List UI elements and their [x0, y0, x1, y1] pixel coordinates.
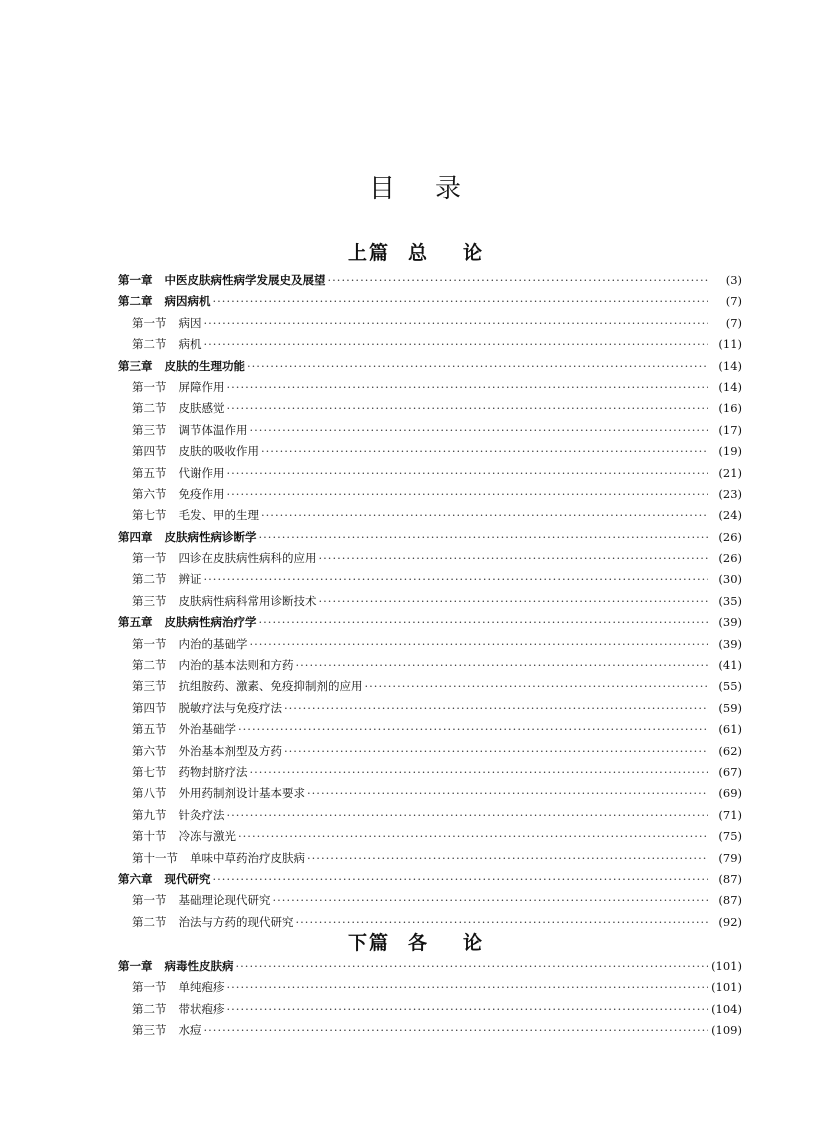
entry-title: 外治基础学 [178, 722, 236, 737]
entry-number: 第十一节 [132, 850, 178, 865]
dot-leader [204, 1023, 709, 1037]
entry-number: 第一章 [118, 273, 153, 287]
toc-section-entry[interactable] [118, 828, 742, 849]
part-label: 上篇 [347, 242, 390, 264]
dot-leader [296, 915, 709, 929]
dot-leader [238, 722, 708, 736]
entry-number: 第二章 [118, 294, 153, 309]
dot-leader [227, 380, 709, 394]
dot-leader [227, 401, 709, 415]
part-label: 下篇 [347, 932, 390, 954]
entry-number: 第一节 [132, 980, 167, 995]
dot-leader [250, 423, 709, 437]
part-title-char: 总 [407, 242, 427, 264]
entry-number: 第八节 [132, 786, 167, 801]
entry-number: 第二节 [132, 1001, 167, 1016]
page-number: (79) [718, 850, 742, 865]
page-number: (62) [718, 743, 742, 758]
part-title-char: 论 [463, 932, 483, 954]
dot-leader [259, 615, 709, 629]
toc-chapter-entry[interactable] [118, 871, 742, 892]
entry-number: 第三节 [132, 1023, 167, 1038]
entry-title: 皮肤的生理功能 [164, 358, 245, 373]
entry-title: 皮肤病性病诊断学 [164, 529, 257, 544]
toc-section-entry[interactable] [118, 422, 742, 443]
page-number: (55) [718, 679, 742, 694]
toc-section-entry[interactable] [118, 1022, 742, 1043]
entry-title: 单纯疱疹 [178, 980, 225, 995]
dot-leader [227, 1002, 709, 1016]
toc-section-entry[interactable] [118, 315, 742, 336]
dot-leader [236, 959, 709, 973]
entry-title: 内治的基础学 [178, 636, 248, 651]
entry-title: 皮肤感觉 [178, 401, 225, 416]
page-number: (19) [718, 444, 742, 459]
entry-title: 免疫作用 [178, 486, 225, 501]
entry-number: 第一节 [132, 636, 167, 651]
toc-section-entry[interactable] [118, 550, 742, 571]
toc-section-entry[interactable] [118, 571, 742, 592]
dot-leader [227, 808, 709, 822]
toc-section-entry[interactable] [118, 743, 742, 764]
entry-number: 第一节 [132, 893, 167, 908]
toc-section-entry[interactable] [118, 507, 742, 528]
dot-leader [296, 658, 709, 672]
entry-number: 第四章 [118, 529, 153, 544]
toc-chapter-entry[interactable] [118, 358, 742, 379]
entry-title: 病机 [178, 337, 202, 352]
page-number: (7) [725, 294, 742, 309]
toc-section-entry[interactable] [118, 807, 742, 828]
entry-title: 内治的基本法则和方药 [178, 658, 294, 673]
page-title: 目录 [368, 174, 501, 204]
page-number: (104) [711, 1001, 742, 1016]
page-number: (59) [718, 700, 742, 715]
part-heading-general [0, 238, 830, 265]
toc-section-entry[interactable] [118, 1001, 742, 1022]
dot-leader [261, 444, 708, 458]
entry-title: 抗组胺药、激素、免疫抑制剂的应用 [178, 679, 363, 694]
part-title-char: 论 [463, 242, 483, 264]
dot-leader [204, 337, 709, 351]
page-number: (24) [718, 508, 742, 523]
dot-leader [250, 765, 709, 779]
page-number: (26) [718, 529, 742, 544]
entry-number: 第一节 [132, 379, 167, 394]
page-number: (23) [718, 486, 742, 501]
entry-title: 中医皮肤病性病学发展史及展望 [164, 273, 326, 287]
entry-title: 现代研究 [164, 871, 211, 886]
entry-number: 第九节 [132, 807, 167, 822]
entry-number: 第二节 [132, 572, 167, 587]
entry-title: 毛发、甲的生理 [178, 508, 259, 523]
toc-section-entry[interactable] [118, 465, 742, 486]
entry-number: 第五节 [132, 465, 167, 480]
page-number: (39) [718, 636, 742, 651]
entry-title: 代谢作用 [178, 465, 225, 480]
page-number: (71) [718, 807, 742, 822]
toc-section-entry[interactable] [118, 657, 742, 678]
entry-title: 水痘 [178, 1023, 202, 1038]
entry-title: 皮肤的吸收作用 [178, 444, 259, 459]
toc-section-entry[interactable] [118, 721, 742, 742]
dot-leader [319, 551, 709, 565]
page-number: (16) [718, 401, 742, 416]
entry-title: 皮肤病性病科常用诊断技术 [178, 593, 317, 608]
toc-section-entry[interactable] [118, 379, 742, 400]
page-number: (75) [718, 829, 742, 844]
dot-leader [204, 316, 709, 330]
entry-number: 第四节 [132, 700, 167, 715]
page-number: (7) [725, 315, 742, 330]
page-number: (3) [725, 273, 742, 287]
dot-leader [307, 851, 708, 865]
dot-leader [307, 786, 708, 800]
entry-number: 第六节 [132, 486, 167, 501]
toc-section-entry[interactable] [118, 892, 742, 913]
toc-chapter-entry[interactable] [118, 529, 742, 550]
entry-title: 脱敏疗法与免疫疗法 [178, 700, 282, 715]
entry-title: 四诊在皮肤病性病科的应用 [178, 551, 317, 566]
dot-leader [238, 829, 708, 843]
toc-section-entry[interactable] [118, 764, 742, 785]
dot-leader [261, 508, 708, 522]
toc-section-entry[interactable] [118, 443, 742, 464]
dot-leader [259, 530, 709, 544]
entry-number: 第二节 [132, 401, 167, 416]
toc-section-entry[interactable] [118, 636, 742, 657]
entry-number: 第二节 [132, 914, 167, 929]
toc-section-entry[interactable] [118, 593, 742, 614]
dot-leader [227, 487, 709, 501]
page-number: (30) [718, 572, 742, 587]
entry-title: 调节体温作用 [178, 422, 248, 437]
dot-leader [328, 273, 709, 287]
dot-leader [273, 893, 709, 907]
toc-chapter-entry[interactable] [118, 272, 742, 293]
dot-leader [247, 359, 708, 373]
toc-section-entry[interactable] [118, 700, 742, 721]
dot-leader [319, 594, 709, 608]
dot-leader [213, 872, 709, 886]
page-number: (92) [718, 914, 742, 929]
toc-section-entry[interactable] [118, 336, 742, 357]
entry-number: 第三节 [132, 593, 167, 608]
page-number: (26) [718, 551, 742, 566]
entry-title: 病毒性皮肤病 [164, 959, 234, 973]
entry-title: 冷冻与激光 [178, 829, 236, 844]
entry-title: 药物封脐疗法 [178, 764, 248, 779]
entry-title: 单味中草药治疗皮肤病 [190, 850, 305, 865]
page-number: (17) [718, 422, 742, 437]
page-number: (21) [718, 465, 742, 480]
entry-title: 带状疱疹 [178, 1001, 225, 1016]
page-number: (11) [718, 337, 742, 352]
entry-number: 第二节 [132, 337, 167, 352]
dot-leader [227, 980, 709, 994]
part-title-char: 各 [407, 932, 427, 954]
page-number: (69) [718, 786, 742, 801]
entry-number: 第二节 [132, 658, 167, 673]
toc-chapter-entry[interactable] [118, 614, 742, 635]
entry-title: 外用药制剂设计基本要求 [178, 786, 305, 801]
toc-section-entry[interactable] [118, 486, 742, 507]
entry-title: 治法与方药的现代研究 [178, 914, 294, 929]
entry-number: 第五节 [132, 722, 167, 737]
page-number: (35) [718, 593, 742, 608]
page-number: (87) [718, 893, 742, 908]
page-number: (67) [718, 764, 742, 779]
page-number: (61) [718, 722, 742, 737]
entry-title: 外治基本剂型及方药 [178, 743, 282, 758]
entry-title: 病因病机 [164, 294, 211, 309]
page-number: (109) [711, 1023, 742, 1038]
toc-list-specific [118, 958, 742, 1044]
toc-list-general [118, 272, 742, 935]
part-heading-specific [0, 928, 830, 955]
entry-number: 第四节 [132, 444, 167, 459]
toc-section-entry[interactable] [118, 979, 742, 1000]
toc-chapter-entry[interactable] [118, 958, 742, 979]
entry-number: 第六章 [118, 871, 153, 886]
entry-number: 第十节 [132, 829, 167, 844]
entry-number: 第五章 [118, 615, 153, 630]
dot-leader [204, 572, 709, 586]
entry-title: 针灸疗法 [178, 807, 225, 822]
entry-number: 第七节 [132, 764, 167, 779]
dot-leader [227, 466, 709, 480]
entry-title: 病因 [178, 315, 202, 330]
dot-leader [284, 701, 708, 715]
toc-section-entry[interactable] [118, 678, 742, 699]
page-number: (14) [718, 358, 742, 373]
entry-title: 屏障作用 [178, 379, 225, 394]
dot-leader [250, 637, 709, 651]
dot-leader [365, 679, 709, 693]
toc-chapter-entry[interactable] [118, 293, 742, 314]
entry-number: 第三节 [132, 679, 167, 694]
entry-number: 第一节 [132, 551, 167, 566]
entry-number: 第六节 [132, 743, 167, 758]
page-number: (101) [711, 980, 742, 995]
entry-title: 辨证 [178, 572, 202, 587]
page-number: (101) [711, 959, 742, 973]
toc-section-entry[interactable] [118, 850, 742, 871]
dot-leader [213, 294, 709, 308]
page-number: (41) [718, 658, 742, 673]
entry-number: 第七节 [132, 508, 167, 523]
toc-section-entry[interactable] [118, 400, 742, 421]
page-number: (39) [718, 615, 742, 630]
page-number: (14) [718, 379, 742, 394]
entry-number: 第三章 [118, 358, 153, 373]
entry-number: 第一章 [118, 959, 153, 973]
toc-section-entry[interactable] [118, 785, 742, 806]
entry-number: 第三节 [132, 422, 167, 437]
dot-leader [284, 744, 708, 758]
entry-title: 皮肤病性病治疗学 [164, 615, 257, 630]
entry-title: 基础理论现代研究 [178, 893, 271, 908]
page-number: (87) [718, 871, 742, 886]
entry-number: 第一节 [132, 315, 167, 330]
